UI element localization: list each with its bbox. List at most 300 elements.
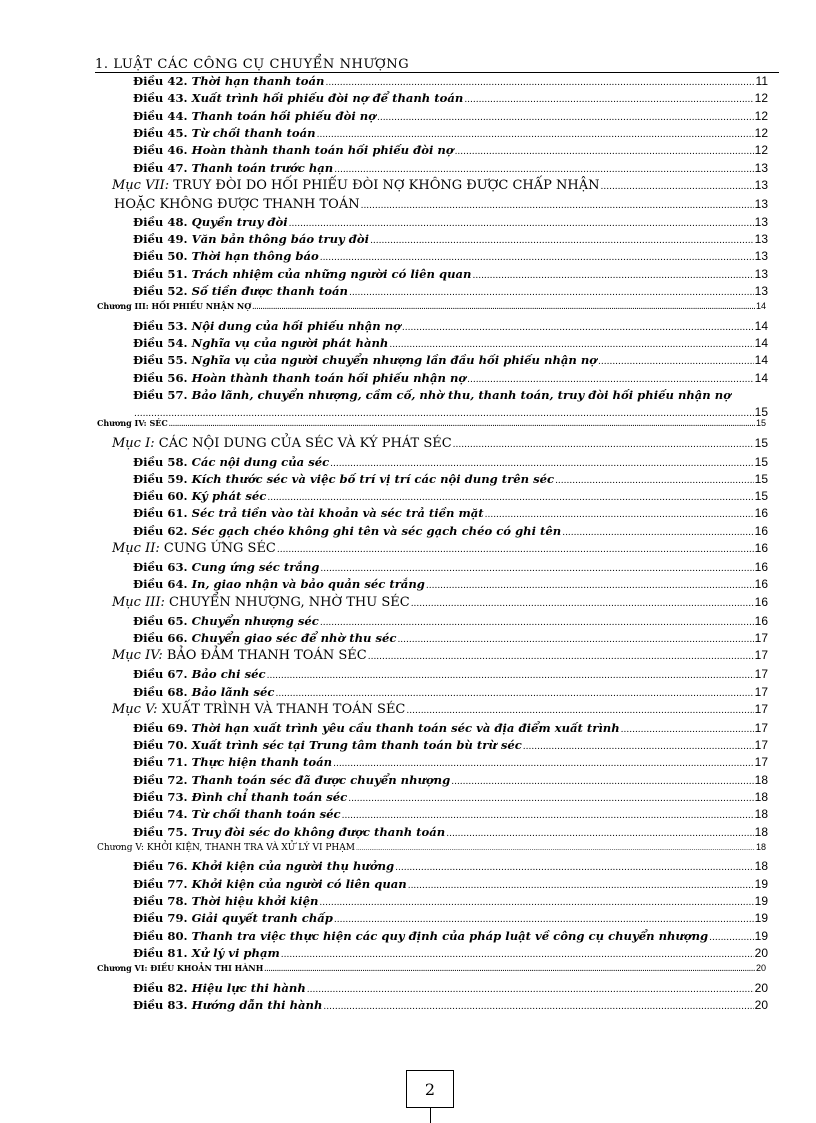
leader-dots — [453, 436, 754, 451]
leader-dots — [485, 506, 754, 520]
toc-entry-page: 19 — [754, 876, 768, 891]
leader-dots — [267, 489, 753, 503]
toc-entry-title: Số tiền được thanh toán — [191, 284, 348, 298]
toc-entry[interactable] — [133, 472, 768, 489]
toc-entry-page: 11 — [755, 74, 768, 88]
toc-entry[interactable] — [133, 143, 768, 160]
toc-entry-number: Điều 68. — [133, 684, 188, 699]
toc-entry-title: Cung ứng séc trắng — [191, 560, 320, 574]
toc-entry-page: 17 — [754, 755, 768, 770]
toc-entry-page: 12 — [754, 108, 768, 123]
toc-entry[interactable] — [112, 178, 768, 195]
toc-entry[interactable] — [133, 388, 768, 405]
toc-entry[interactable] — [112, 648, 768, 665]
toc-entry-number: Chương VI: — [97, 963, 148, 974]
toc-entry-number: Điều 70. — [133, 738, 188, 753]
toc-entry-label — [133, 946, 280, 960]
toc-entry-number: Điều 65. — [133, 613, 188, 628]
toc-entry-number: Mục V: — [112, 701, 158, 717]
toc-entry-title: Khởi kiện của người có liên quan — [191, 876, 407, 891]
toc-entry-label — [133, 109, 376, 123]
toc-entry-number: Điều 75. — [133, 824, 188, 839]
toc-entry-title: CHUYỂN NHƯỢNG, NHỜ THU SÉC — [169, 594, 410, 610]
toc-entry[interactable] — [97, 418, 766, 431]
toc-entry-title: ĐIỀU KHOẢN THI HÀNH — [150, 963, 264, 974]
leader-dots — [451, 773, 753, 787]
leader-dots — [464, 91, 753, 105]
toc-entry-page: 19 — [754, 928, 768, 943]
toc-entry-number: Điều 67. — [133, 667, 188, 682]
toc-entry-number: Điều 57. — [133, 388, 188, 402]
leader-dots — [621, 721, 754, 735]
leader-dots — [523, 738, 754, 752]
toc-entry-page: 13 — [754, 284, 768, 298]
leader-dots — [330, 455, 753, 469]
toc-entry[interactable] — [133, 161, 768, 178]
toc-entry-number: Điều 60. — [133, 489, 188, 504]
leader-dots — [169, 418, 755, 428]
toc-entry-number: Điều 52. — [133, 284, 188, 298]
toc-entry[interactable] — [97, 963, 766, 976]
toc-entry-title: Thời hạn thông báo — [191, 249, 319, 264]
toc-entry-number: Điều 50. — [133, 249, 188, 264]
toc-entry-page: 16 — [754, 523, 768, 538]
toc-entry-label — [133, 455, 329, 469]
toc-entry-number: Điều 48. — [133, 214, 188, 229]
toc-entry-page: 14 — [754, 353, 768, 368]
toc-entry-title: TRUY ĐÒI DO HỐI PHIẾU ĐÒI NỢ KHÔNG ĐƯỢC CHẤP NHẬN — [173, 177, 600, 193]
toc-entry[interactable] — [112, 541, 768, 558]
leader-dots — [356, 843, 755, 853]
toc-entry-label — [133, 560, 319, 574]
toc-entry-number: Mục IV: — [112, 648, 163, 664]
toc-entry-number: Mục II: — [112, 541, 160, 556]
leader-dots — [275, 685, 753, 699]
toc-entry-label — [133, 877, 407, 891]
toc-entry-page: 19 — [754, 894, 768, 908]
toc-entry-number: Điều 82. — [133, 980, 188, 995]
toc-entry-title: Thanh toán hối phiếu đòi nợ — [191, 108, 376, 123]
leader-dots — [252, 301, 755, 311]
toc-entry-number: Chương V: — [97, 842, 144, 853]
leader-dots — [455, 143, 754, 157]
toc-entry-number: Điều 66. — [133, 630, 188, 645]
toc-entry-page: 16 — [754, 506, 768, 521]
toc-entry-title: Bảo lãnh séc — [191, 684, 275, 699]
toc-entry[interactable] — [133, 284, 768, 301]
toc-entry-number: Mục VII: — [112, 177, 170, 193]
toc-entry-title: Từ chối thanh toán — [191, 125, 316, 140]
toc-entry-label — [114, 197, 360, 212]
toc-entry-title: XUẤT TRÌNH VÀ THANH TOÁN SÉC — [161, 701, 406, 717]
section-header-text: 1. LUẬT CÁC CÔNG CỤ CHUYỂN NHƯỢNG — [95, 57, 410, 72]
toc-entry-title: Nghĩa vụ của người phát hành — [191, 336, 389, 351]
toc-entry[interactable] — [133, 685, 768, 702]
toc-entry-title: Thời hiệu khởi kiện — [191, 894, 319, 908]
toc-entry[interactable] — [133, 319, 768, 336]
leader-dots — [289, 215, 754, 229]
toc-entry-title: Các nội dung của séc — [191, 454, 330, 469]
toc-entry[interactable] — [133, 524, 768, 541]
toc-entry-number: Điều 44. — [133, 108, 188, 123]
toc-entry-label — [97, 418, 168, 428]
leader-dots — [406, 702, 753, 717]
toc-entry-number: Điều 53. — [133, 318, 188, 333]
toc-entry-page: 15 — [754, 454, 768, 469]
toc-entry-page: 13 — [754, 249, 768, 264]
leader-dots — [446, 825, 753, 839]
leader-dots — [349, 284, 754, 298]
toc-entry-page: 13 — [754, 196, 768, 211]
toc-entry[interactable] — [112, 702, 768, 719]
toc-entry-page: 17 — [754, 630, 768, 645]
toc-entry[interactable] — [112, 436, 768, 453]
toc-entry-page: 12 — [754, 125, 768, 140]
toc-entry-title: Từ chối thanh toán séc — [191, 807, 341, 822]
toc-entry-page: 18 — [755, 841, 766, 852]
toc-entry-number: Điều 78. — [133, 894, 188, 908]
toc-entry-label — [133, 825, 445, 839]
toc-entry-number: Điều 74. — [133, 807, 188, 822]
leader-dots — [562, 524, 753, 538]
toc-entry-label — [133, 998, 322, 1012]
leader-dots — [348, 790, 753, 804]
toc-entry-title: Nội dung của hối phiếu nhận nợ — [191, 318, 401, 333]
toc-entry-label — [133, 981, 306, 995]
toc-entry-page: 13 — [754, 177, 768, 192]
toc-entry-page: 18 — [754, 790, 768, 804]
toc-entry-page: 17 — [754, 701, 768, 716]
toc-entry-page: 20 — [754, 945, 768, 960]
leader-dots — [395, 859, 754, 873]
toc-entry[interactable] — [133, 825, 768, 842]
toc-entry-label — [133, 161, 333, 175]
toc-entry[interactable] — [133, 109, 768, 126]
leader-dots — [334, 911, 754, 925]
toc-entry-page: 12 — [754, 143, 768, 158]
toc-entry-label — [133, 807, 341, 821]
toc-entry[interactable] — [133, 790, 768, 807]
toc-entry-label — [112, 595, 410, 610]
leader-dots — [325, 74, 754, 88]
toc-entry-page: 17 — [754, 738, 768, 753]
toc-entry[interactable] — [133, 232, 768, 249]
leader-dots — [277, 541, 754, 556]
toc-entry-label — [133, 489, 266, 503]
leader-dots — [333, 755, 754, 769]
toc-entry-page: 18 — [754, 807, 768, 822]
toc-entry[interactable] — [133, 755, 768, 772]
toc-entry-title: Xuất trình séc tại Trung tâm thanh toán bù trừ séc — [191, 738, 522, 753]
leader-dots — [334, 161, 753, 175]
leader-dots — [267, 667, 754, 681]
toc-entry-label — [133, 859, 394, 873]
toc-entry-title: Thời hạn xuất trình yêu cầu thanh toán séc và địa điểm xuất trình — [191, 720, 620, 735]
toc-entry-number: Điều 59. — [133, 471, 188, 486]
toc-entry-page: 14 — [755, 301, 766, 312]
leader-dots — [598, 353, 754, 367]
toc-entry[interactable] — [133, 267, 768, 284]
toc-entry-label — [133, 631, 396, 645]
toc-entry[interactable] — [133, 807, 768, 824]
toc-entry-title: CÁC NỘI DUNG CỦA SÉC VÀ KÝ PHÁT SÉC — [158, 435, 452, 451]
toc-entry-page: 16 — [754, 577, 768, 592]
toc-entry-label — [133, 685, 274, 699]
toc-entry-label — [133, 284, 348, 298]
toc-entry-title: Hoàn thành thanh toán hối phiếu đòi nợ — [191, 143, 454, 158]
toc-entry-title: Đình chỉ thanh toán séc — [191, 790, 348, 804]
toc-entry[interactable] — [133, 929, 768, 946]
toc-entry-page: 12 — [754, 91, 768, 106]
toc-entry-number: Mục I: — [112, 435, 155, 451]
leader-dots — [134, 405, 754, 419]
leader-dots — [397, 631, 753, 645]
toc-entry-label — [133, 215, 288, 229]
toc-entry-label — [133, 790, 347, 804]
leader-dots — [307, 981, 754, 995]
toc-entry-page: 15 — [754, 405, 768, 419]
toc-entry[interactable] — [133, 946, 768, 963]
toc-entry-label — [112, 648, 367, 663]
toc-entry-number: Điều 49. — [133, 232, 188, 247]
leader-dots — [408, 877, 754, 891]
toc-entry-page: 16 — [754, 560, 768, 574]
toc-entry[interactable] — [112, 595, 768, 612]
toc-entry-title: Hướng dẫn thi hành — [191, 998, 323, 1012]
toc-entry-label — [133, 755, 332, 769]
leader-dots — [472, 267, 753, 281]
toc-entry[interactable] — [133, 577, 768, 594]
toc-entry-title: Chuyển nhượng séc — [191, 613, 319, 628]
page-number: 2 — [424, 1079, 436, 1099]
toc-entry-page: 20 — [754, 998, 768, 1012]
toc-entry-label — [133, 143, 454, 157]
toc-entry-title: Chuyển giao séc để nhờ thu séc — [191, 630, 397, 645]
leader-dots — [323, 998, 753, 1012]
toc-entry[interactable] — [133, 631, 768, 648]
toc-entry[interactable] — [133, 911, 768, 928]
toc-entry-label — [112, 178, 600, 193]
toc-entry[interactable] — [133, 721, 768, 738]
toc-entry-label — [133, 929, 708, 943]
toc-entry[interactable] — [133, 738, 768, 755]
toc-entry-title: Thanh tra việc thực hiện các quy định của pháp luật về công cụ chuyển nhượng — [191, 928, 709, 943]
toc-entry-label — [133, 336, 388, 350]
toc-entry-label — [133, 721, 620, 735]
toc-entry-title: Xử lý vi phạm — [191, 945, 280, 960]
leader-dots — [368, 648, 754, 663]
toc-entry-number: Điều 72. — [133, 772, 188, 787]
toc-entry-title: Séc trả tiền vào tài khoản và séc trả tiền mặt — [191, 506, 484, 521]
toc-entry-title: Hiệu lực thi hành — [191, 980, 306, 995]
toc-entry-title: Nghĩa vụ của người chuyển nhượng lần đầu hối phiếu nhận nợ — [191, 353, 598, 368]
toc-entry-page: 17 — [754, 648, 768, 663]
toc-entry-page: 20 — [754, 980, 768, 995]
toc-entry-number: Điều 76. — [133, 859, 188, 874]
leader-dots — [402, 319, 754, 333]
toc-entry[interactable] — [133, 667, 768, 684]
toc-entry[interactable] — [133, 74, 768, 91]
leader-dots — [320, 614, 754, 628]
toc-entry-title: In, giao nhận và bảo quản séc trắng — [191, 577, 425, 592]
toc-entry-number: Điều 71. — [133, 755, 188, 770]
toc-entry-label — [133, 614, 319, 628]
toc-entry-page: 13 — [754, 160, 768, 175]
toc-entry-page: 17 — [754, 684, 768, 699]
toc-entry-number: Điều 46. — [133, 143, 188, 158]
toc-entry-number: Chương IV: — [97, 418, 147, 428]
toc-entry[interactable] — [133, 249, 768, 266]
toc-entry-label — [133, 91, 463, 105]
leader-dots — [317, 126, 754, 140]
toc-entry-number: Điều 64. — [133, 577, 188, 592]
leader-dots — [389, 336, 753, 350]
toc-entry[interactable] — [133, 981, 768, 998]
toc-entry-page: 13 — [754, 266, 768, 281]
page-number-stem — [430, 1107, 431, 1123]
toc-entry-number: Điều 45. — [133, 125, 188, 140]
leader-dots — [467, 371, 754, 385]
toc-entry-page: 15 — [754, 435, 768, 450]
toc-entry-title: Quyền truy đòi — [191, 214, 288, 229]
toc-entry-label — [133, 232, 369, 246]
toc-entry-number: Điều 62. — [133, 523, 188, 538]
toc-entry-label — [133, 738, 522, 752]
toc-entry-label — [133, 74, 324, 88]
leader-dots — [320, 249, 754, 263]
toc-entry-page: 17 — [754, 720, 768, 735]
toc-entry[interactable] — [133, 894, 768, 911]
toc-entry-label — [133, 388, 731, 402]
toc-entry[interactable] — [114, 197, 768, 214]
toc-entry[interactable] — [133, 215, 768, 232]
toc-entry-title: Kích thước séc và việc bố trí vị trí các nội dung trên séc — [191, 471, 555, 486]
toc-entry-page: 18 — [754, 859, 768, 874]
leader-dots — [426, 577, 754, 591]
toc-entry-title: Khởi kiện của người thụ hưởng — [191, 859, 395, 874]
toc-entry-number: Điều 61. — [133, 506, 188, 521]
toc-entry-page: 14 — [754, 336, 768, 351]
toc-entry-title: Giải quyết tranh chấp — [191, 911, 333, 926]
leader-dots — [709, 929, 754, 943]
toc-entry-number: Điều 47. — [133, 160, 188, 175]
toc-entry-number: Điều 56. — [133, 370, 188, 385]
toc-entry-page: 15 — [754, 471, 768, 486]
leader-dots — [555, 472, 754, 486]
toc-entry-label — [133, 577, 425, 591]
toc-entry-number: Điều 73. — [133, 790, 188, 804]
toc-entry[interactable] — [133, 998, 768, 1015]
toc-entry-title: Ký phát séc — [191, 489, 267, 504]
toc-entry-title: KHỞI KIỆN, THANH TRA VÀ XỬ LÝ VI PHẠM — [146, 842, 355, 853]
toc-entry-number: Điều 43. — [133, 91, 188, 106]
toc-entry-title: Bảo lãnh, chuyển nhượng, cầm cố, nhờ thu, thanh toán, truy đòi hối phiếu nhận nợ — [191, 388, 731, 402]
toc-entry-page: 13 — [754, 214, 768, 229]
toc-entry[interactable] — [133, 489, 768, 506]
toc-entry-number: Điều 51. — [133, 266, 188, 281]
toc-entry-label — [97, 843, 355, 853]
toc-entry[interactable] — [133, 455, 768, 472]
toc-entry[interactable] — [133, 859, 768, 876]
toc-entry[interactable] — [133, 336, 768, 353]
toc-entry[interactable] — [133, 126, 768, 143]
leader-dots — [319, 894, 753, 908]
toc-entry-title: SÉC — [149, 418, 168, 428]
toc-entry[interactable] — [97, 301, 766, 314]
toc-entry[interactable] — [97, 842, 766, 855]
toc-entry-page: 19 — [754, 911, 768, 926]
toc-entry-title: Truy đòi séc do không được thanh toán — [191, 824, 446, 839]
toc-entry-number: Điều 54. — [133, 336, 188, 351]
toc-entry[interactable] — [133, 877, 768, 894]
leader-dots — [342, 807, 754, 821]
toc-entry-page: 17 — [754, 667, 768, 682]
toc-entry-title: CUNG ỨNG SÉC — [163, 541, 276, 556]
toc-entry-page: 14 — [754, 318, 768, 333]
leader-dots — [411, 595, 754, 610]
toc-entry-title: Thanh toán séc đã được chuyển nhượng — [191, 772, 451, 787]
toc-entry-page: 16 — [754, 541, 768, 555]
toc-entry[interactable] — [133, 506, 768, 523]
toc-entry-page: 13 — [754, 232, 768, 247]
toc-entry-label — [133, 319, 401, 333]
toc-entry-page: 20 — [755, 963, 766, 974]
toc-entry-page: 16 — [754, 594, 768, 609]
toc-entry[interactable] — [133, 614, 768, 631]
toc-entry-label — [97, 963, 263, 973]
leader-dots — [377, 109, 754, 123]
toc-entry[interactable] — [133, 91, 768, 108]
leader-dots — [370, 232, 754, 246]
toc-entry-label — [133, 371, 466, 385]
toc-entry-number: Điều 69. — [133, 720, 188, 735]
toc-entry-label — [133, 667, 266, 681]
toc-entry-page: 18 — [754, 772, 768, 787]
toc-entry-number: Điều 63. — [133, 560, 188, 574]
toc-entry-title: Bảo chi séc — [191, 667, 266, 682]
toc-entry-title: Thanh toán trước hạn — [191, 160, 334, 175]
toc-entry-title: Thực hiện thanh toán — [191, 755, 333, 770]
toc-entry-page: 16 — [754, 613, 768, 628]
toc-entry[interactable] — [133, 773, 768, 790]
toc-entry[interactable] — [133, 560, 768, 577]
toc-entry-number: Chương III: — [97, 301, 149, 312]
leader-dots — [361, 197, 754, 212]
toc-entry-page: 15 — [754, 489, 768, 504]
toc-entry-label — [133, 506, 484, 520]
toc-entry-label — [133, 911, 333, 925]
toc-entry[interactable] — [133, 371, 768, 388]
toc-entry-page: 15 — [755, 418, 766, 428]
page-number-box — [406, 1070, 454, 1108]
toc-entry-title: Séc gạch chéo không ghi tên và séc gạch chéo có ghi tên — [191, 523, 562, 538]
toc-entry-title: HOẶC KHÔNG ĐƯỢC THANH TOÁN — [114, 196, 360, 212]
toc-entry-number: Điều 83. — [133, 998, 188, 1012]
toc-entry[interactable] — [133, 353, 768, 370]
toc-entry-title: Thời hạn thanh toán — [191, 74, 325, 88]
toc-entry-number: Điều 58. — [133, 454, 188, 469]
toc-entry-page: 14 — [754, 370, 768, 385]
toc-entry-label — [133, 894, 318, 908]
toc-entry-title: HỐI PHIẾU NHẬN NỢ — [151, 301, 252, 312]
toc-entry-label — [133, 249, 319, 263]
toc-entry-label — [97, 301, 251, 311]
toc-entry-label — [112, 702, 405, 717]
toc-entry-number: Điều 42. — [133, 74, 188, 88]
toc-entry-number: Điều 77. — [133, 876, 188, 891]
toc-entry-label — [133, 126, 316, 140]
leader-dots — [601, 178, 754, 193]
